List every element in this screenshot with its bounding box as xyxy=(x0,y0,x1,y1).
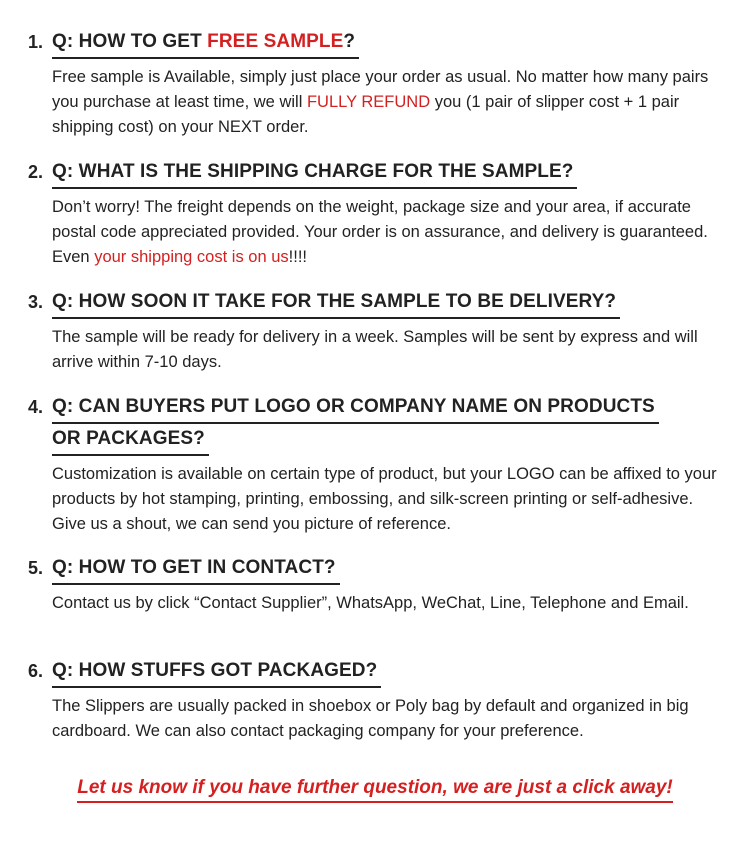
answer-text: Free sample is Available, simply just place your order as usual. No matter how many pairs you purchase at least time, we will xyxy=(52,68,709,111)
faq-answer-6: The Slippers are usually packed in shoebox or Poly bag by default and organized in big cardboard. We can also contact packaging company for your preference. xyxy=(52,697,689,740)
closing-message xyxy=(0,775,750,803)
answer-highlight: your shipping cost is on us xyxy=(94,248,289,266)
question-text: Q: HOW TO GET xyxy=(52,31,208,52)
faq-question-1 xyxy=(28,27,728,59)
faq-question-2 xyxy=(28,157,728,189)
faq-item-3 xyxy=(28,287,728,375)
faq-item-6 xyxy=(28,656,728,744)
question-text: Q: WHAT IS THE SHIPPING CHARGE FOR THE SAMPLE? xyxy=(52,157,577,189)
faq-answer-1 xyxy=(52,65,728,140)
question-text-line2: OR PACKAGES? xyxy=(52,424,209,456)
faq-question-5 xyxy=(28,553,728,585)
faq-number: 5. xyxy=(28,558,44,578)
faq-question-4 xyxy=(28,392,728,456)
faq-number: 3. xyxy=(28,292,44,312)
question-text-line1: Q: CAN BUYERS PUT LOGO OR COMPANY NAME ON PRODUCTS xyxy=(52,392,659,424)
question-text: Q: HOW SOON IT TAKE FOR THE SAMPLE TO BE DELIVERY? xyxy=(52,287,620,319)
faq-item-1 xyxy=(28,27,728,140)
faq-item-5 xyxy=(28,553,728,616)
faq-number: 2. xyxy=(28,162,44,182)
answer-text-end: you (1 pair of slipper cost + 1 pair shipping cost) on your NEXT order. xyxy=(52,93,680,136)
question-suffix: ? xyxy=(343,31,356,52)
faq-number: 4. xyxy=(28,397,44,417)
question-text: Q: HOW STUFFS GOT PACKAGED? xyxy=(52,656,381,688)
answer-highlight: FULLY REFUND xyxy=(306,93,431,111)
faq-number: 6. xyxy=(28,661,44,681)
faq-item-2 xyxy=(28,157,728,270)
faq-answer-3: The sample will be ready for delivery in a week. Samples will be sent by express and will arrive within 7-10 days. xyxy=(52,328,698,371)
faq-answer-5: Contact us by click “Contact Supplier”, WhatsApp, WeChat, Line, Telephone and Email. xyxy=(52,594,689,612)
answer-text: Don’t worry! The freight depends on the weight, package size and your area, if accurate postal code appreciated provided. Your order is on assurance, and delivery is guaranteed. Even xyxy=(52,198,708,266)
closing-text: Let us know if you have further question, we are just a click away! xyxy=(77,775,673,803)
question-text: Q: HOW TO GET IN CONTACT? xyxy=(52,553,340,585)
faq-number: 1. xyxy=(28,32,44,52)
faq-item-4 xyxy=(28,392,728,537)
faq-answer-2 xyxy=(52,195,728,270)
faq-question-3 xyxy=(28,287,728,319)
question-highlight: FREE SAMPLE xyxy=(207,31,344,52)
answer-text-end: !!!! xyxy=(288,248,307,266)
faq-question-6 xyxy=(28,656,728,688)
faq-answer-4: Customization is available on certain type of product, but your LOGO can be affixed to your products by hot stamping, printing, embossing, and silk-screen printing or self-adhesive. Give us a shout, we can send you picture of reference. xyxy=(52,465,717,533)
